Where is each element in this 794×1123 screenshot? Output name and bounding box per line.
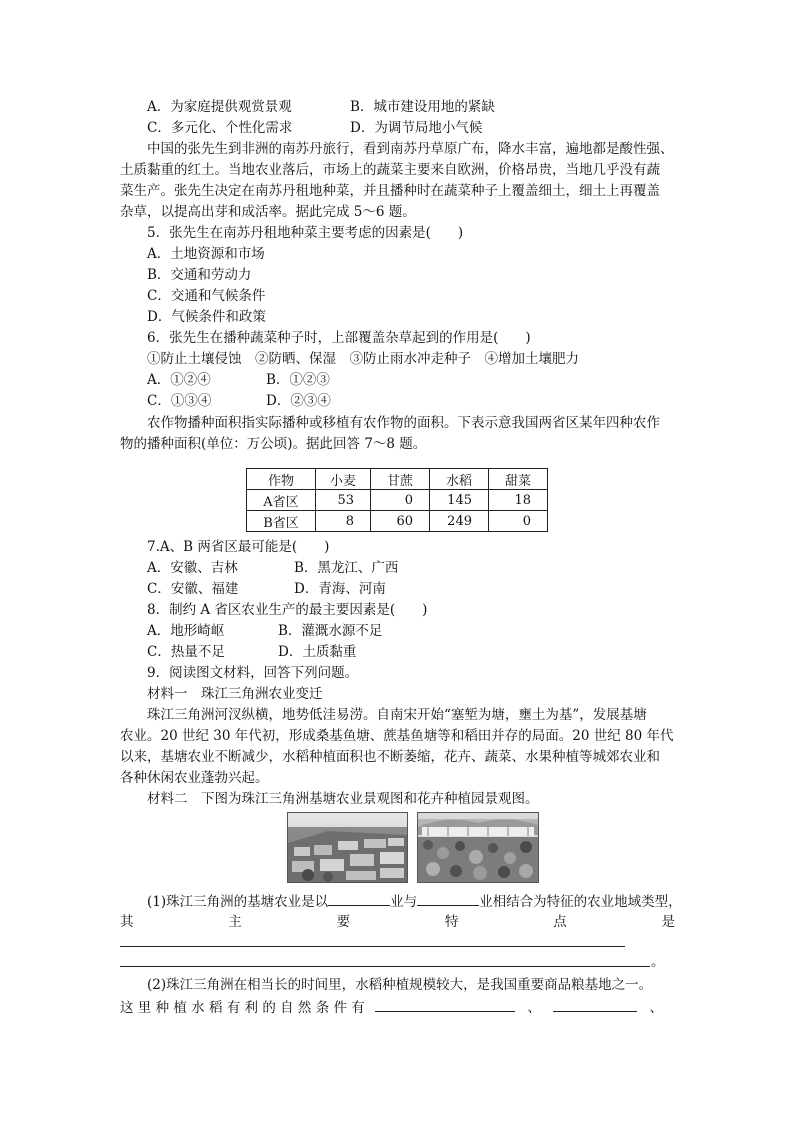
- spread-char: 要: [336, 914, 351, 930]
- passage1-line: 菜生产。张先生决定在南苏丹租地种菜，并且播种时在蔬菜种子上覆盖细土，细土上再覆盖: [120, 183, 660, 199]
- answer-blank[interactable]: [375, 997, 515, 1012]
- q8-option-d: D．土质黏重: [278, 644, 357, 660]
- crop-area-table: [246, 468, 548, 532]
- q5-stem: 5．张先生在南苏丹租地种菜主要考虑的因素是( ): [147, 225, 464, 241]
- q6-option-b: B．①②③: [266, 372, 330, 388]
- q4-option-b: B．城市建设用地的紧缺: [350, 99, 495, 115]
- table-cell: 60: [371, 511, 430, 532]
- spread-char: 特: [444, 914, 459, 930]
- q9-sub2-text: 这 里 种 植 水 稻 有 利 的 自 然 条 件 有: [120, 1000, 365, 1016]
- table-cell: 8: [316, 511, 371, 532]
- q5-option: B．交通和劳动力: [147, 267, 252, 283]
- table-header-cell: 甘蔗: [371, 469, 430, 490]
- table-cell: 249: [430, 511, 489, 532]
- q8-stem: 8．制约 A 省区农业生产的最主要因素是( ): [147, 602, 428, 618]
- q5-option: A．土地资源和市场: [147, 246, 265, 262]
- table-cell: 18: [489, 490, 548, 511]
- q9-material2: 材料二 下图为珠江三角洲基塘农业景观图和花卉种植园景观图。: [147, 791, 539, 807]
- q7-stem: 7.A、B 两省区最可能是( ): [147, 539, 330, 555]
- q9-material1-line: 农业。20 世纪 30 年代初，形成桑基鱼塘、蔗基鱼塘等和稻田并存的局面。20 世纪 80 年代: [120, 728, 674, 744]
- answer-blank[interactable]: [328, 891, 390, 906]
- table-header-cell: 水稻: [430, 469, 489, 490]
- q7-option-c: C．安徽、福建: [147, 581, 239, 597]
- q9-stem: 9．阅读图文材料，回答下列问题。: [147, 665, 359, 681]
- q9-sub1-line1: [147, 891, 682, 912]
- passage2-line: 物的播种面积(单位：万公顷)。据此回答 7～8 题。: [120, 436, 427, 452]
- dike-pond-image: [288, 813, 407, 882]
- table-row: [247, 511, 548, 532]
- q4-option-a: A．为家庭提供观赏景观: [147, 99, 292, 115]
- q5-option: D．气候条件和政策: [147, 309, 266, 325]
- q9-sub1-text-c: 业相结合为特征的农业地域类型，: [479, 894, 682, 910]
- table-header-cell: 甜菜: [489, 469, 548, 490]
- passage1-line: 中国的张先生到非洲的南苏丹旅行，看到南苏丹草原广布，降水丰富，遍地都是酸性强、: [147, 141, 674, 157]
- table-cell: 0: [371, 490, 430, 511]
- q8-option-b: B．灌溉水源不足: [278, 623, 383, 639]
- q6-items: ①防止土壤侵蚀 ②防晒、保湿 ③防止雨水冲走种子 ④增加土壤肥力: [147, 351, 579, 367]
- spread-char: 其: [120, 914, 134, 930]
- answer-blank[interactable]: [553, 997, 637, 1012]
- q9-material1-line: 以来，基塘农业不断减少，水稻种植面积也不断萎缩，花卉、蔬菜、水果种植等城郊农业和: [120, 749, 660, 765]
- q9-sub1-spread-line: [120, 912, 675, 932]
- q4-option-d: D．为调节局地小气候: [350, 120, 483, 136]
- q7-option-a: A．安徽、吉林: [147, 560, 238, 576]
- passage1-line: 土质黏重的红土。当地农业落后，市场上的蔬菜主要来自欧洲，价格昂贵，当地几乎没有蔬: [120, 162, 660, 178]
- answer-blank[interactable]: [120, 946, 625, 947]
- table-cell: B省区: [247, 511, 316, 532]
- q9-material1-line: 各种休闲农业蓬勃兴起。: [120, 770, 269, 786]
- table-header-cell: 小麦: [316, 469, 371, 490]
- q5-option: C．交通和气候条件: [147, 288, 266, 304]
- q6-option-c: C．①③④: [147, 393, 212, 409]
- table-row: [247, 490, 548, 511]
- table-cell: 0: [489, 511, 548, 532]
- q8-option-a: A．地形崎岖: [147, 623, 225, 639]
- q9-sub1-text-a: (1)珠江三角洲的基塘农业是以: [147, 894, 329, 910]
- q9-sub2-line2: [120, 997, 663, 1018]
- q9-sub1-text-b: 业与: [390, 894, 418, 910]
- q9-sub2-line1: (2)珠江三角洲在相当长的时间里，水稻种植规模较大，是我国重要商品粮基地之一。: [147, 977, 653, 993]
- table-cell: 145: [430, 490, 489, 511]
- q9-material1-title: 材料一 珠江三角洲农业变迁: [147, 686, 323, 702]
- answer-blank[interactable]: [417, 891, 479, 906]
- q9-sub1-end: 。: [651, 954, 665, 970]
- answer-blank[interactable]: [120, 966, 650, 967]
- spread-char: 点: [553, 914, 567, 930]
- q7-option-d: D．青海、河南: [294, 581, 386, 597]
- flower-plantation-photo: [417, 812, 539, 883]
- flower-plantation-image: [418, 813, 538, 882]
- table-header-row: [247, 469, 548, 490]
- q8-option-c: C．热量不足: [147, 644, 225, 660]
- spread-char: 是: [661, 914, 675, 930]
- table-cell: 53: [316, 490, 371, 511]
- q4-option-c: C．多元化、个性化需求: [147, 120, 293, 136]
- passage1-line: 杂草，以提高出芽和成活率。据此完成 5～6 题。: [120, 204, 416, 220]
- q6-option-d: D．②③④: [266, 393, 331, 409]
- q9-sub2-sep: 、: [527, 1000, 541, 1016]
- q6-stem: 6．张先生在播种蔬菜种子时，上部覆盖杂草起到的作用是( ): [147, 330, 531, 346]
- dike-pond-landscape-photo: [287, 812, 408, 883]
- spread-char: 主: [228, 914, 242, 930]
- table-header-cell: 作物: [247, 469, 316, 490]
- q7-option-b: B．黑龙江、广西: [294, 560, 399, 576]
- q9-sub2-sep: 、: [649, 1000, 663, 1016]
- passage2-line: 农作物播种面积指实际播种或移植有农作物的面积。下表示意我国两省区某年四种农作: [147, 415, 660, 431]
- q6-option-a: A．①②④: [147, 372, 211, 388]
- table-cell: A省区: [247, 490, 316, 511]
- q9-material1-line: 珠江三角洲河汊纵横，地势低洼易涝。自南宋开始“塞堑为塘，壅土为基”，发展基塘: [147, 707, 647, 723]
